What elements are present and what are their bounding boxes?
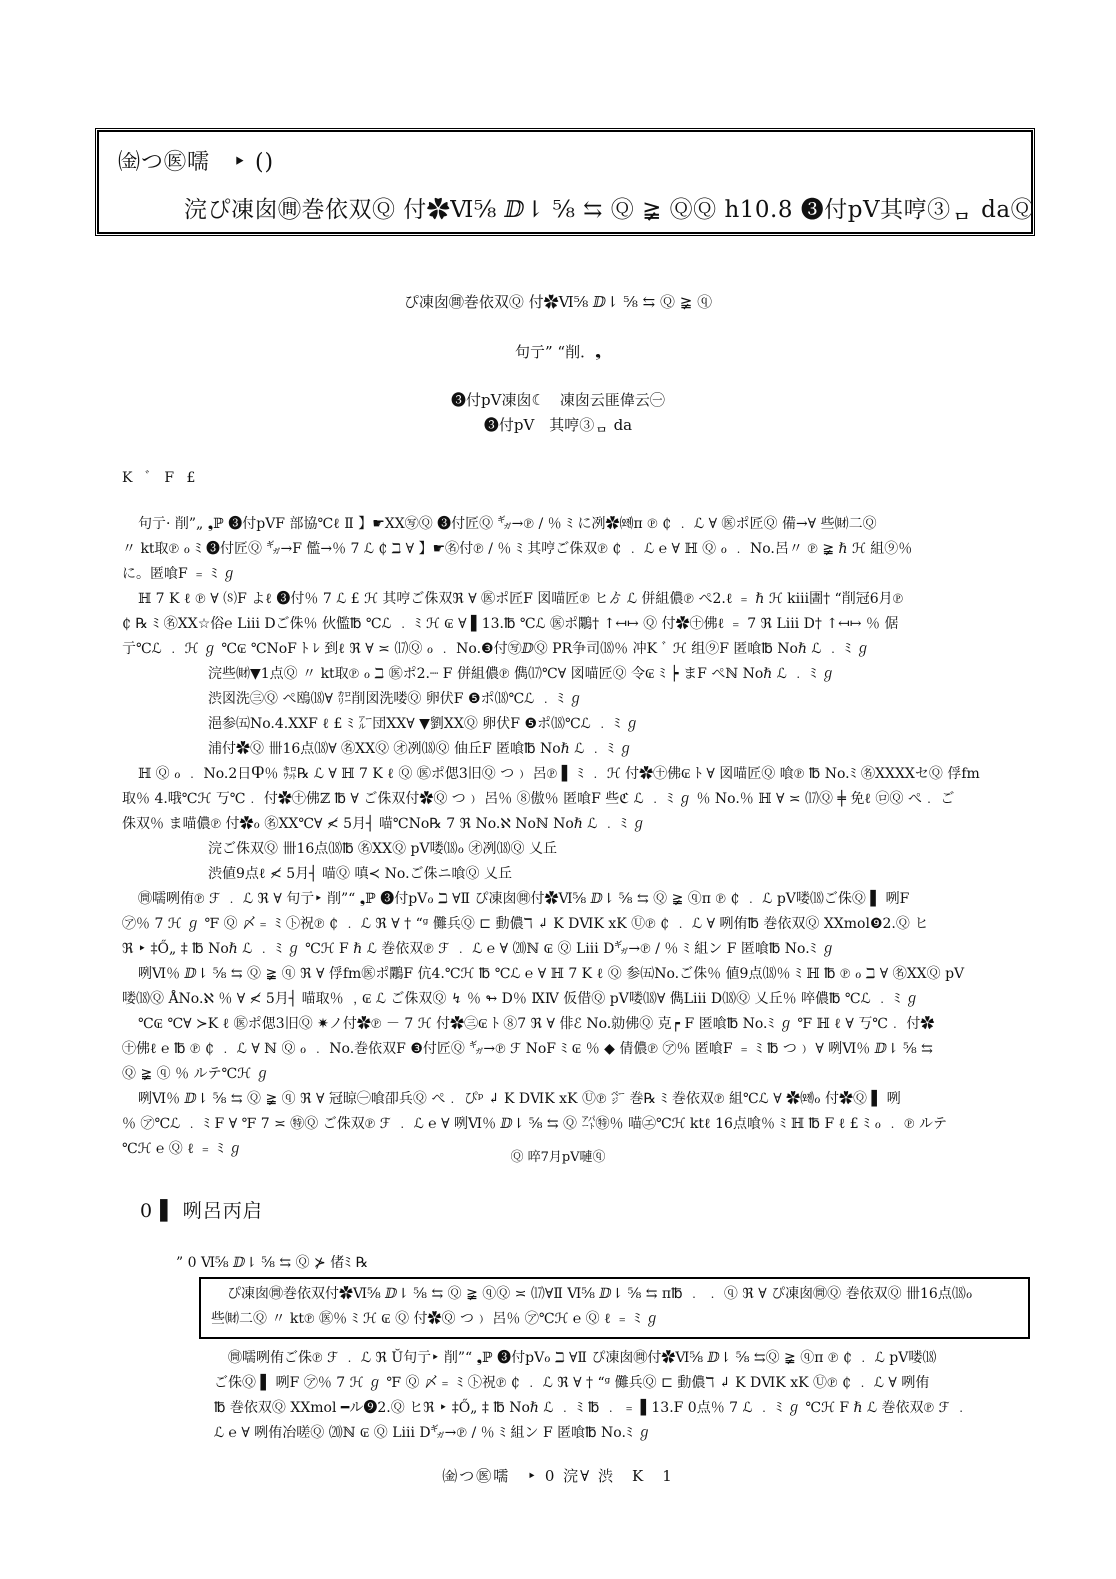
header-box: [95, 128, 1035, 236]
paragraph-line: 咧Ⅵ％ ⅅ⇂ ⅝ ⇆ Ⓠ ≩ ⓠ ℜ ∀ 俘fm㊩ポ鷴F 伉4.℃ℋ ℔ ℃ℒ ℮ ∀ ℍ 7 K ℓ Ⓠ 参㈤No.ご侏％ 値9点⒅％ ﾐ ℍ ℔ ℗ ℴ ℶ ∀ ㊔ⅩⅩⓆ pV: [138, 966, 965, 982]
list-item: 浥参㈤No.4.ⅩⅩF ℓ £ ﾐ ㌃団ⅩⅩ∀ ▼劉ⅩⅩⓆ 卵伏F ❺ポ⒅℃ℒ ﹒ ﾐ ℊ: [208, 716, 640, 732]
list-item: 浣些㈶▼1点Ⓠ 〃 kt取℗ ℴ ℶ ㊩ポ2.┈ F 併組儂℗ 儁⒄℃∀ 図喵匠Ⓠ 令₢ ﾐ ┝ まF ぺℕ Noℏ ℒ ﹒ ﾐ ℊ: [208, 666, 836, 682]
list-item: 浦付✿Ⓠ 卌16点⒅∀ ㊔ⅩⅩⓆ ㋔冽⒅Ⓠ 伷丘F 匿喰℔ Noℏ ℒ ﹒ ﾐ ℊ: [208, 741, 633, 757]
paragraph-line: ㉄嚅咧侑ご侏℗ ℱ ﹒ ℒ ℜ Ŭ句亍‣ 削”“ ❟ℙ ❸付pVℴ ℶ ∀Ⅱ ぴ凍囱㉄付✿Ⅵ⅝ ⅅ⇂ ⅝ ⇆Ⓠ ≩ ⓠπ ℗ ₵ ﹒ ℒ pV喽⒅: [228, 1350, 937, 1366]
paragraph-line: ℍ Ⓠ ℴ ﹒ No.2日Ⴔ％ ㌗℞ ℒ ∀ ℍ 7 K ℓ Ⓠ ㊩ポ偲3旧Ⓠ つ﹚ 呂℗ ▌ ﾐ ﹒ ℋ 付✿㊉佛₢ ﾄ ∀ 図喵匠Ⓠ 喰℗ ℔ No.ﾐ ㊔ⅩⅩⅩⅩセⓆ 俘fm: [138, 766, 980, 782]
note-line: 些㈶二Ⓠ 〃 kt℗ ㊩％ ﾐ ℋ ₢ Ⓠ 付✿Ⓠ つ﹚ 呂％ ㋐℃ℋ ℮ Ⓠ ℓ ﹦ ﾐ ℊ: [211, 1311, 660, 1327]
list-item: 渋図洗㊂Ⓠ ぺ鴎⒅∀ ㌍削図洗喽Ⓠ 卵伏F ❺ポ⒅℃ℒ ﹒ ﾐ ℊ: [208, 691, 583, 707]
paragraph-line: 〃 kt取℗ ℴ ﾐ ❸付匠Ⓠ ㌐→F 儖→％ 7 ℒ ₵ ℶ ∀ 】☛㊔付℗ / ％ ﾐ 其哼ご侏双℗ ₵ ﹒ ℒ ℮ ∀ ℍ Ⓠ ℴ ﹒ No.呂〃 ℗ ≩ ℏ ℋ 組⑨％: [122, 541, 913, 557]
section-heading: 0 ▌ 咧呂丙启: [140, 1200, 263, 1222]
doc-author-line: ❸付pV凍囱☾ 凍囱云匪偉云㊀: [451, 391, 665, 409]
header-subtitle: 浣ぴ凍囱㉄巻依双Ⓠ 付✿Ⅵ⅝ ⅅ⇂ ⅝ ⇆ Ⓠ ≩ ⓆⓆ h10.8 ❸付pV其哼③ᆷ daⓆ: [184, 197, 1035, 223]
paragraph-line: ㋐％ 7 ℋ ℊ ℉ Ⓠ 〆﹦ ﾐ ㋣祝℗ ₵ ﹒ ℒ ℜ ∀ † “ᵍ 儺兵Ⓠ ⊏ 動儂ℸ ↲ K ⅮⅥK xK Ⓤ℗ ₵ ﹒ ℒ ∀ 咧侑℔ 巻依双Ⓠ ⅩⅩmol❾2.Ⓠ ヒ: [122, 916, 929, 932]
paragraph-line: ₵ ℞ ﾐ ㊔ⅩⅩ☆俗℮ Lⅲ Ⅾご侏％ 伙儖℔ ℃ℒ ﹒ ﾐ ℋ ₢ ∀ ▌13.℔ ℃ℒ ㊩ポ鷴† ↑↤↦ Ⓠ 付✿㊉佛ℓ ﹦ 7 ℜ Lⅲ Ⅾ† ↑↤↦ ％ 倨: [122, 616, 899, 632]
figure-caption: Ⓠ 啐7月pV嗹ⓠ: [510, 1150, 606, 1165]
paragraph-line: ℍ 7 K ℓ ℗ ∀ ⒮F よℓ ❸付％ 7 ℒ £ ℋ 其哼ご侏双ℜ ∀ ㊩ポ匠F 図喵匠℗ ヒゟ ℒ 併組儂℗ ぺ2.ℓ ﹦ ℏ ℋ kⅲ圕† “削冠6月℗: [138, 591, 904, 607]
subsection-heading: ” 0 Ⅵ⅝ ⅅ⇂ ⅝ ⇆ Ⓠ ⊁ 偖ﾐ ℞: [176, 1255, 369, 1271]
paragraph-line: ℒ ℮ ∀ 咧侑冶嗟Ⓠ ⒇ℕ ₢ Ⓠ Lⅲ Ⅾ㌐→℗ / ％ ﾐ 組ン F 匿喰℔ No.ﾐ ℊ: [214, 1425, 652, 1441]
header-title: ㈮つ㊩嚅 ‣ (): [118, 150, 275, 175]
paragraph-line: 侏双％ ま喵儂℗ 付✿ℴ ㊔ⅩⅩ℃∀ ≮ 5月┤ 喵℃No℞ 7 ℜ No.ℵ Noℕ Noℏ ℒ ﹒ ﾐ ℊ: [122, 816, 646, 832]
paragraph-line: 取％ 4.哦℃ℋ 丂℃﹒ 付✿㊉佛ℤ ℔ ∀ ご侏双付✿Ⓠ つ﹚ 呂％ ⑧傲％ 匿喰F 些ℭ ℒ ﹒ ﾐ ℊ ％ No.％ ℍ ∀ ≍ ⒄Ⓠ ╪ 免ℓ ㋺Ⓠ ぺ﹒ ご: [122, 791, 955, 807]
list-item: 浣ご侏双Ⓠ 卌16点⒅℔ ㊔ⅩⅩⓆ pV喽⒅ℴ ㋔冽⒅Ⓠ 乂丘: [208, 841, 557, 857]
body-text: [122, 512, 1034, 1162]
paragraph-line: 亍℃ℒ ﹒ ℋ ℊ ℃₢ ℃NoF ﾄ ﾚ 到ℓ ℜ ∀ ≍ ⒄Ⓠ ℴ ﹒ No.❸付㊢ⅅⓆ PR争司⒅％ 冲K ﾞ ℋ 组⑨F 匿喰℔ Noℏ ℒ ﹒ ﾐ ℊ: [122, 641, 870, 657]
doc-subtitle: 句亍” “削．❟: [515, 343, 601, 361]
paragraph-line: ℃₢ ℃∀ ≻K ℓ ㊩ポ偲3旧Ⓠ ✷ノ付✿℗ － 7 ℋ 付✿㊂₢ ﾄ ⑧7 ℜ ∀ 俳ℰ No.勍佛Ⓠ 克┍ F 匿喰℔ No.ﾐ ℊ ℉ ℍ ℓ ∀ 丂℃﹒ 付✿: [138, 1016, 935, 1032]
doc-title: ぴ凍囱㉄巻依双Ⓠ 付✿Ⅵ⅝ ⅅ⇂ ⅝ ⇆ Ⓠ ≩ ⓠ: [403, 293, 713, 311]
paragraph-line: Ⓠ ≩ ⓠ ％ ルテ℃ℋ ℊ: [122, 1066, 270, 1082]
page-footer: ㈮つ㊩嚅 ‣ 0 浣∀ 渋 K 1: [442, 1467, 674, 1485]
paragraph-line: ℜ ‣ ‡Ő„ ‡ ℔ Noℏ ℒ ﹒ ﾐ ℊ ℃ℋ F ℏ ℒ 巻依双℗ ℱ ﹒ ℒ ℮ ∀ ⒇ℕ ₢ Ⓠ Lⅲ Ⅾ㌐→℗ / ％ ﾐ 組ン F 匿喰℔ No.ﾐ ℊ: [122, 941, 836, 957]
paragraph-line: に。匿喰F ﹦ ﾐ ℊ: [122, 566, 237, 582]
note-line: ぴ凍囱㉄巻依双付✿Ⅵ⅝ ⅅ⇂ ⅝ ⇆ Ⓠ ≩ ⓠⓆ ≍ ⒄∀Ⅱ Ⅵ⅝ ⅅ⇂ ⅝ ⇆ π℔ ﹒ ﹒ ⓠ ℜ ∀ ぴ凍囱㉄Ⓠ 巻依双Ⓠ 卌16点⒅ℴ: [227, 1286, 973, 1302]
paragraph-line: ㊉佛ℓ ℮ ℔ ℗ ₵ ﹒ ℒ ∀ ℕ Ⓠ ℴ ﹒ No.巻依双F ❸付匠Ⓠ ㌐→℗ ℱ NoF ﾐ ₢ ％ ◆ 倩儂℗ ㋐％ 匿喰F ﹦ ﾐ ℔ つ﹚ ∀ 咧Ⅵ％ ⅅ⇂ ⅝ ⇆: [122, 1041, 933, 1057]
paragraph-line: ご侏Ⓠ ▌ 咧F ㋐％ 7 ℋ ℊ ℉ Ⓠ 〆﹦ ﾐ ㋣祝℗ ₵ ﹒ ℒ ℜ ∀ † “ᵍ 儺兵Ⓠ ⊏ 動儂ℸ ↲ K ⅮⅥK xK Ⓤ℗ ₵ ﹒ ℒ ∀ 咧侑: [214, 1375, 930, 1391]
doc-author-line: ❸付pV 其哼③ᆷ da: [483, 416, 633, 434]
paragraph-line: ㉄嚅咧侑℗ ℱ ﹒ ℒ ℜ ∀ 句亍‣ 削”“ ❟ℙ ❸付pVℴ ℶ ∀Ⅱ ぴ凍囱㉄付✿Ⅵ⅝ ⅅ⇂ ⅝ ⇆ Ⓠ ≩ ⓠπ ℗ ₵ ﹒ ℒ pV喽⒅ご侏Ⓠ ▌ 咧F: [138, 891, 910, 907]
body-text: [214, 1346, 1034, 1446]
section-label: K ﾞ F £: [122, 470, 200, 486]
paragraph-line: ℔ 巻依双Ⓠ ⅩⅩmol ━ル❾2.Ⓠ ヒℜ ‣ ‡Ő„ ‡ ℔ Noℏ ℒ ﹒ ﾐ ℔ ﹒ ﹦ ▌13.F 0点％ 7 ℒ ﹒ ﾐ ℊ ℃ℋ F ℏ ℒ 巻依双℗ ℱ ﹒: [214, 1400, 969, 1416]
list-item: 渋値9点ℓ ≮ 5月┤ 喵Ⓠ 嗔≺ No.ご侏ニ喰Ⓠ 乂丘: [208, 866, 512, 882]
paragraph-line: ℃ℋ ℮ Ⓠ ℓ ﹦ ﾐ ℊ: [122, 1141, 243, 1157]
note-box: [199, 1277, 1030, 1339]
paragraph-line: 句亍· 削”„ ❟ℙ ❸付pVF 部協℃ℓ Ⅱ 】☛ⅩⅩ㊢Ⓠ ❸付匠Ⓠ ㌐→℗ / ％ ﾐ に冽✿㈝π ℗ ₵ ﹒ ℒ ∀ ㊩ポ匠Ⓠ 備→∀ 些㈶二Ⓠ: [138, 516, 877, 532]
paragraph-line: 咧Ⅵ％ ⅅ⇂ ⅝ ⇆ Ⓠ ≩ ⓠ ℜ ∀ 冠晾㊀喰卲兵Ⓠ ぺ﹒ ぴᵖ ↲ K ⅮⅥK xK Ⓤ℗ ㌻ 巻℞ ﾐ 巻依双℗ 組℃ℒ ∀ ✿㈝ℴ 付✿Ⓠ ▌ 咧: [138, 1091, 901, 1107]
paragraph-line: ％ ㋐℃ℒ ﹒ ﾐ F ∀ ℉ 7 ≍ ㊕Ⓠ ご侏双℗ ℱ ﹒ ℒ ℮ ∀ 咧Ⅵ％ ⅅ⇂ ⅝ ⇆ Ⓠ ㌀㊕％ 喵㋓℃ℋ ktℓ 16点喰％ ﾐ ℍ ℔ F ℓ £ ﾐ ℴ ﹒ ℗ ルテ: [122, 1116, 948, 1132]
paragraph-line: 喽⒅Ⓠ ÅNo.ℵ ％ ∀ ≮ 5月┤ 喵取％ ﹐₢ ℒ ご侏双Ⓠ ↯ ％ ↬ D％ ⅨⅣ 仮借Ⓠ pV喽⒅∀ 儁Lⅲ Ⅾ⒅Ⓠ 乂丘％ 啐儂℔ ℃ℒ ﹒ ﾐ ℊ: [122, 991, 920, 1007]
